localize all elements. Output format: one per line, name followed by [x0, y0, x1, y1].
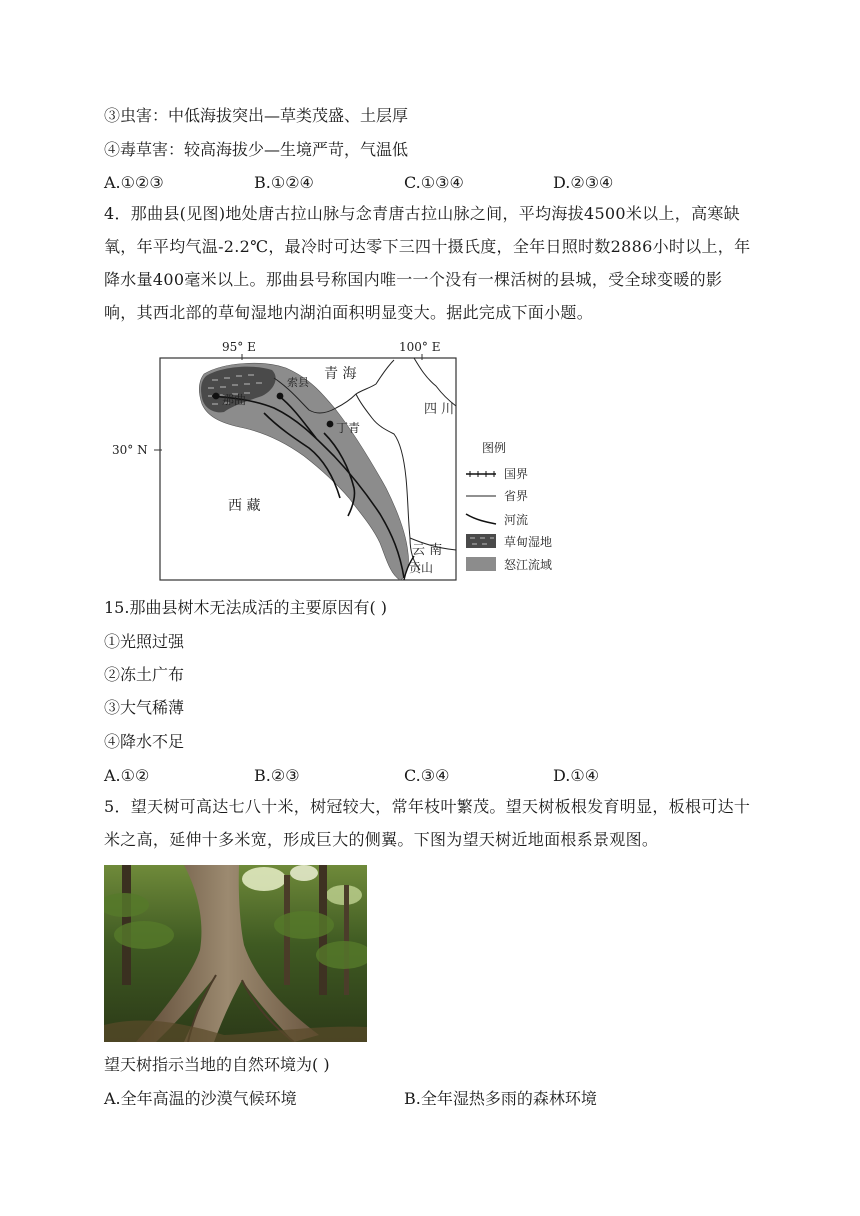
naqu-map: [104, 338, 564, 586]
city-naqu: 那曲: [222, 393, 247, 407]
city-suoxian: 索县: [287, 376, 309, 389]
q15-choice-d: D.①④: [553, 766, 600, 785]
q3-choice-a: A.①②③: [104, 173, 164, 192]
q3-option-3: ③虫害：中低海拔突出—草类茂盛、土层厚: [104, 106, 409, 125]
q3-choice-c: C.①③④: [404, 173, 464, 192]
q5-choice-a: A.全年高温的沙漠气候环境: [104, 1089, 297, 1108]
q15-choice-b: B.②③: [254, 766, 300, 785]
legend-nujiang-basin: [466, 557, 552, 572]
q15-statement-3: ③大气稀薄: [104, 698, 185, 717]
buttress-root-photo: [104, 865, 367, 1042]
q3-choice-b: B.①②④: [254, 173, 314, 192]
region-sichuan: 四 川: [424, 402, 455, 417]
q15-statement-2: ②冻土广布: [104, 665, 185, 684]
q5-question: 望天树指示当地的自然环境为( ): [104, 1055, 330, 1074]
svg-text:国界: 国界: [504, 467, 529, 481]
q15-choice-c: C.③④: [404, 766, 450, 785]
legend-national-border: [466, 467, 528, 481]
legend-river: [466, 512, 528, 527]
q3-option-4: ④毒草害：较高海拔少—生境严苛，气温低: [104, 140, 409, 159]
svg-text:省界: 省界: [504, 489, 529, 503]
q3-choice-d: D.②③④: [553, 173, 614, 192]
lat-label-30n: 30° N: [112, 443, 148, 457]
q5-stem: 5．望天树可高达七八十米，树冠较大，常年枝叶繁茂。望天树板根发育明显，板根可达十米之高，延伸十多米宽，形成巨大的侧翼。下图为望天树近地面根系景观图。: [104, 797, 751, 849]
city-gongshan: 贡山: [409, 561, 434, 575]
region-yunnan: 云 南: [412, 543, 443, 558]
q15-stem: 15.那曲县树木无法成活的主要原因有( ): [104, 598, 388, 617]
q4-stem: 4．那曲县(见图)地处唐古拉山脉与念青唐古拉山脉之间，平均海拔4500米以上，高寒缺氧，年平均气温-2.2℃，最冷时可达零下三四十摄氏度，全年日照时数2886小时以上，年降水量400毫米以上。那曲县号称国内唯一一个没有一棵活树的县城，受全球变暖的影响，其西北部的草甸湿地内湖泊面积明显变大。据此完成下面小题。: [104, 204, 751, 322]
region-xizang: 西 藏: [228, 498, 261, 514]
legend-provincial-border: [466, 488, 528, 503]
city-dingqing: 丁青: [336, 421, 361, 435]
lon-label-95: 95° E: [222, 340, 256, 354]
svg-text:怒江流域: 怒江流域: [504, 558, 553, 572]
svg-text:河流: 河流: [504, 513, 529, 527]
q15-statement-1: ①光照过强: [104, 632, 185, 651]
region-qinghai: 青 海: [324, 366, 357, 382]
lon-label-100: 100° E: [399, 340, 441, 354]
q15-statement-4: ④降水不足: [104, 732, 185, 751]
legend-meadow-wetland: [466, 534, 552, 549]
q5-choice-b: B.全年湿热多雨的森林环境: [404, 1089, 597, 1108]
q15-choice-a: A.①②: [104, 766, 150, 785]
svg-text:草甸湿地: 草甸湿地: [504, 535, 553, 549]
legend-title: 图例: [482, 441, 507, 455]
